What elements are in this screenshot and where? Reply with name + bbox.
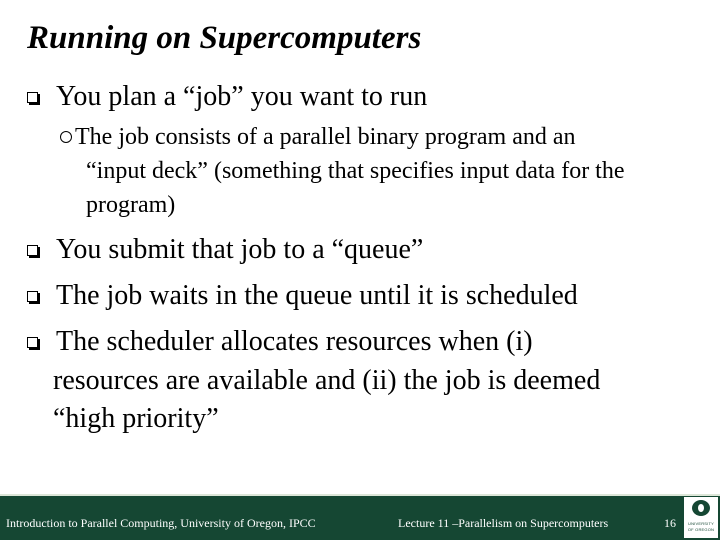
bullet-item: You plan a “job” you want to run (56, 81, 428, 112)
square-bullet-icon (27, 92, 38, 103)
footer-course: Introduction to Parallel Computing, University of Oregon, IPCC (6, 516, 316, 530)
sub-bullet-line: “input deck” (something that specifies input data for the (86, 158, 625, 184)
university-logo (684, 497, 718, 538)
logo-text-line: UNIVERSITY (687, 521, 714, 526)
square-bullet-icon (27, 337, 38, 348)
bullet-item-line: resources are available and (ii) the job is deemed (53, 365, 601, 396)
sub-bullet-line: program) (86, 192, 176, 218)
circle-bullet-icon (60, 131, 72, 143)
slide-title: Running on Supercomputers (27, 20, 422, 56)
footer-divider (0, 494, 720, 496)
bullet-item: The job waits in the queue until it is scheduled (56, 280, 578, 311)
square-bullet-icon (27, 245, 38, 256)
bullet-item-line: The scheduler allocates resources when (i) (56, 326, 533, 357)
page-number: 16 (664, 516, 676, 530)
bullet-item: You submit that job to a “queue” (56, 234, 424, 265)
bullet-item-line: “high priority” (53, 403, 219, 434)
oregon-o-icon (692, 500, 710, 516)
square-bullet-icon (27, 291, 38, 302)
sub-bullet-line: The job consists of a parallel binary program and an (75, 124, 576, 150)
logo-text-line: OF OREGON (687, 527, 715, 532)
footer-lecture: Lecture 11 –Parallelism on Supercomputers (398, 516, 609, 530)
